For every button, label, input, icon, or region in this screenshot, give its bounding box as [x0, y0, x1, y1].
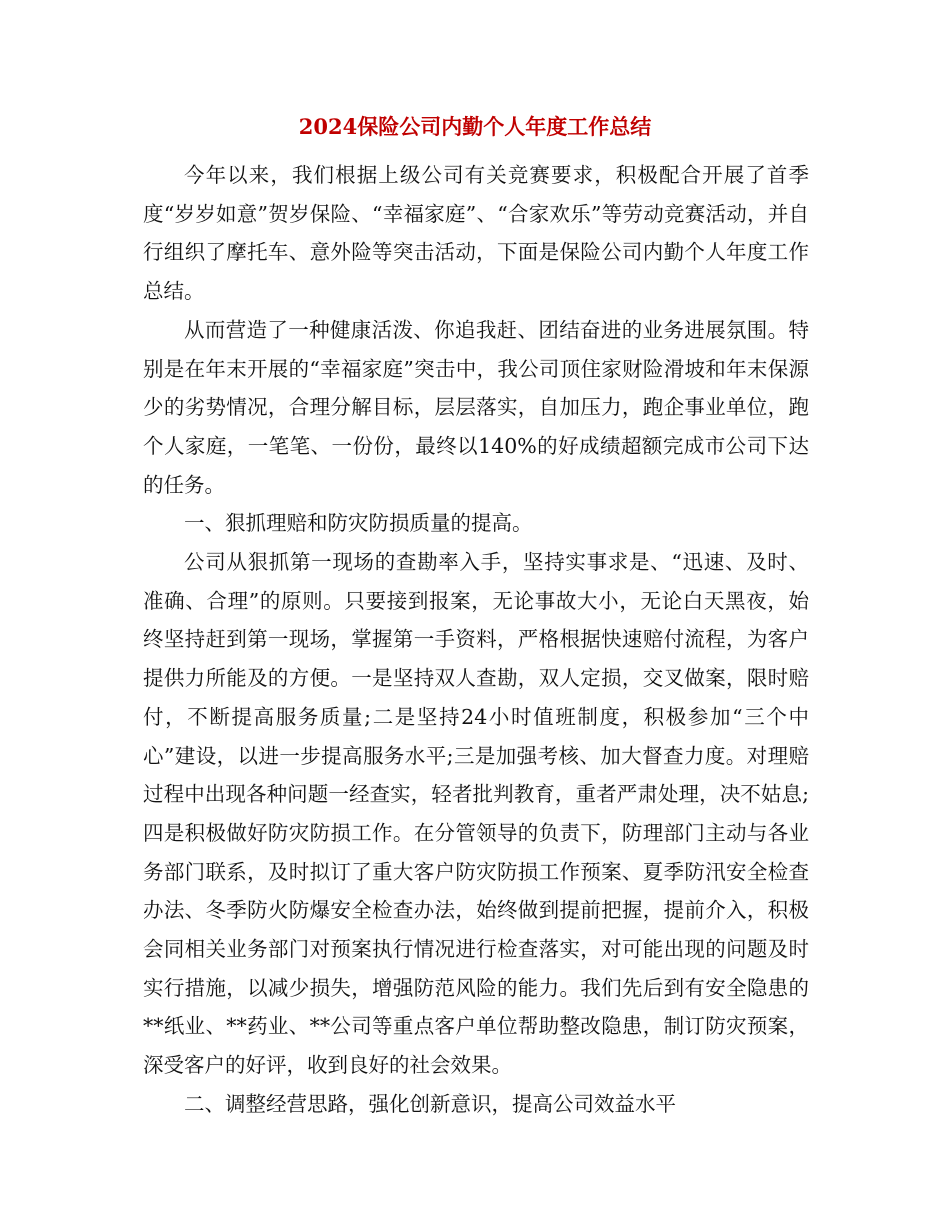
section-heading-strategy: 二、调整经营思路，强化创新意识，提高公司效益水平 [184, 1091, 676, 1116]
section-heading-claims: 一、狠抓理赔和防灾防损质量的提高。 [184, 511, 533, 536]
paragraph-competition: 从而营造了一种健康活泼、你追我赶、团结奋进的业务进展氛围。特别是在年末开展的“幸福家庭”突击中，我公司顶住家财险滑坡和年末保源少的劣势情况，合理分解目标，层层落实，自加压力，跑企事业单位，跑个人家庭，一笔笔、一份份，最终以140%的好成绩超额完成市公司下达的任务。 [143, 317, 809, 497]
paragraph-intro: 今年以来，我们根据上级公司有关竞赛要求，积极配合开展了首季度“岁岁如意”贺岁保险、“幸福家庭”、“合家欢乐”等劳动竞赛活动，并自行组织了摩托车、意外险等突击活动，下面是保险公司内勤个人年度工作总结。 [143, 163, 809, 304]
paragraph-claims: 公司从狠抓第一现场的查勘率入手，坚持实事求是、“迅速、及时、准确、合理”的原则。只要接到报案，无论事故大小，无论白天黑夜，始终坚持赶到第一现场，掌握第一手资料，严格根据快速赔付流程，为客户提供力所能及的方便。一是坚持双人查勘，双人定损，交叉做案，限时赔付，不断提高服务质量;二是坚持24小时值班制度，积极参加“三个中心”建设，以进一步提高服务水平;三是加强考核、加大督查力度。对理赔过程中出现各种问题一经查实，轻者批判教育，重者严肃处理，决不姑息;四是积极做好防灾防损工作。在分管领导的负责下，防理部门主动与各业务部门联系，及时拟订了重大客户防灾防损工作预案、夏季防汛安全检查办法、冬季防火防爆安全检查办法，始终做到提前把握，提前介入，积极会同相关业务部门对预案执行情况进行检查落实，对可能出现的问题及时实行措施，以减少损失，增强防范风险的能力。我们先后到有安全隐患的**纸业、**药业、**公司等重点客户单位帮助整改隐患，制订防灾预案，深受客户的好评，收到良好的社会效果。 [143, 550, 809, 1078]
document-title: 2024保险公司内勤个人年度工作总结 [298, 114, 652, 139]
document-body [143, 156, 809, 1124]
